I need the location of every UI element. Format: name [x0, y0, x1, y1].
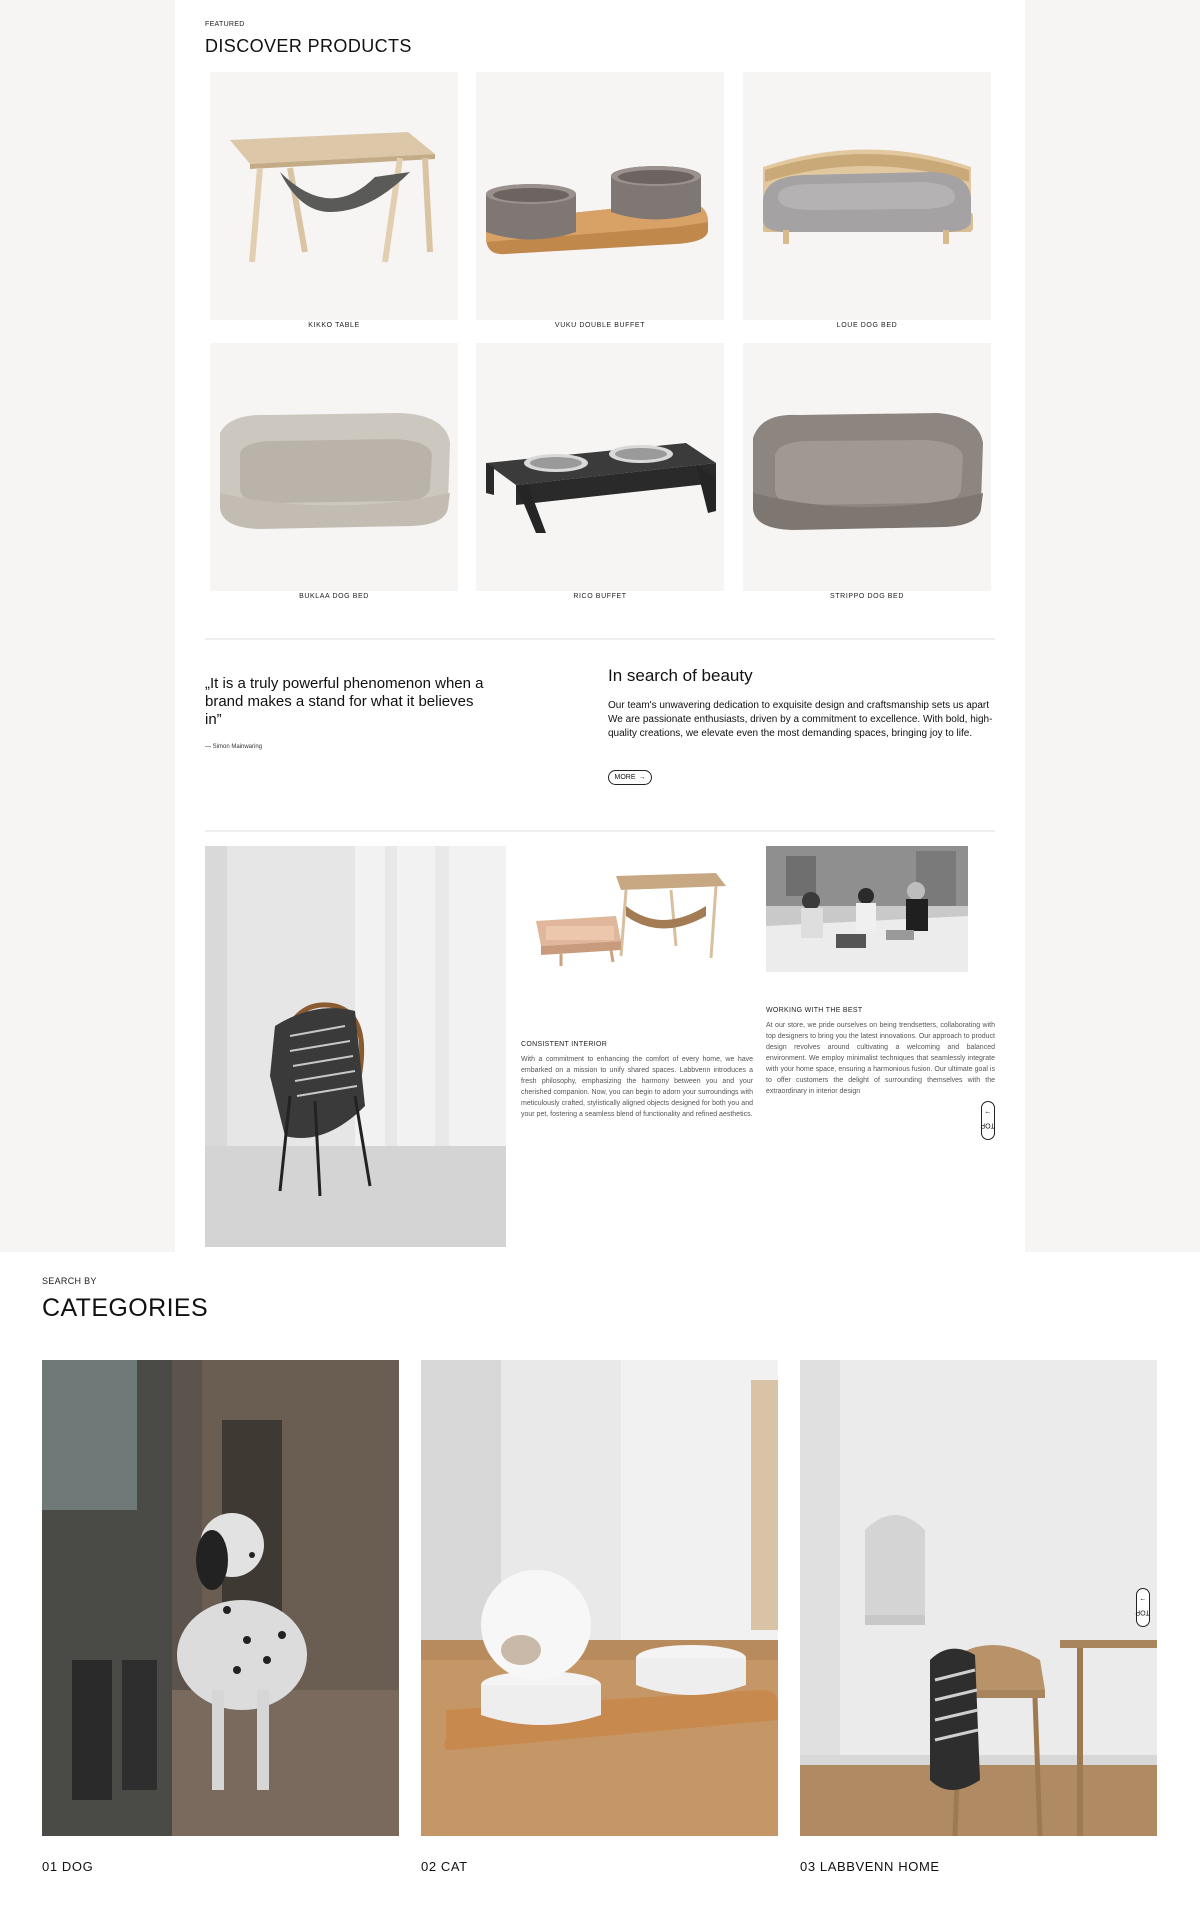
product-name[interactable]: VUKU DOUBLE BUFFET — [554, 322, 646, 329]
section-divider — [205, 638, 995, 640]
consistent-interior-text: With a commitment to enhancing the comfort of every home, we have embarked on a mission to unify shared spaces. Labbvenn introduces a fresh philosophy, emphasizing the harmony between you and your cherished companion. Now, you can begin to adorn your surroundings with meticulously crafted, stylistically aligned objects designed for both you and your pet, fostering a seamless blend of functionality and refined aesthetics. — [521, 1056, 753, 1118]
arrow-up-icon: → — [1139, 1595, 1147, 1603]
category-image-dog[interactable] — [42, 1360, 399, 1836]
category-label-dog[interactable]: 01 DOG — [42, 1859, 94, 1874]
back-to-top-button[interactable] — [1136, 1588, 1150, 1627]
categories-eyebrow: SEARCH BY — [42, 1276, 97, 1286]
featured-section — [175, 0, 1025, 1252]
categories-title: CATEGORIES — [42, 1294, 209, 1322]
in-search-of-beauty-title: In search of beauty — [608, 666, 753, 685]
arrow-up-icon: → — [984, 1108, 992, 1116]
product-image-vuku-double-buffet[interactable] — [476, 72, 724, 320]
interior-chair-photo — [205, 846, 506, 1247]
consistent-interior-title: CONSISTENT INTERIOR — [521, 1041, 608, 1048]
table-and-bed-photo — [521, 846, 731, 991]
product-name[interactable]: LOUE DOG BED — [836, 322, 898, 329]
working-with-the-best-text: At our store, we pride ourselves on being trendsetters, collaborating with top designers to bring you the latest innovations. Our approach to product design revolves around cultivating a welcoming and balanced environment. We employ minimalist techniques that seamlessly integrate with your home space, ensuring a harmonious fusion. Our ultimate goal is to offer customers the delight of surrounding themselves with the extraordinary in interior design — [766, 1022, 995, 1095]
product-name[interactable]: KIKKO TABLE — [308, 322, 360, 329]
section-divider — [205, 830, 995, 832]
team-working-photo — [766, 846, 968, 972]
category-label-cat[interactable]: 02 CAT — [421, 1859, 468, 1874]
top-label: TOP — [1135, 1608, 1151, 1616]
product-image-rico-buffet[interactable] — [476, 343, 724, 591]
product-image-loue-dog-bed[interactable] — [743, 72, 991, 320]
working-with-the-best-title: WORKING WITH THE BEST — [766, 1007, 863, 1014]
quote-author: — Simon Mainwaring — [205, 744, 263, 750]
category-image-labbvenn-home[interactable] — [800, 1360, 1157, 1836]
category-label-labbvenn-home[interactable]: 03 LABBVENN HOME — [800, 1859, 940, 1874]
categories-section — [0, 1252, 1200, 1914]
product-image-kikko-table[interactable] — [210, 72, 458, 320]
arrow-right-icon: → — [638, 774, 646, 781]
product-name[interactable]: BUKLAA DOG BED — [299, 593, 369, 600]
category-image-cat[interactable] — [421, 1360, 778, 1836]
top-label: TOP — [980, 1121, 996, 1129]
back-to-top-button[interactable] — [981, 1101, 995, 1140]
more-button[interactable] — [608, 770, 652, 785]
in-search-of-beauty-text: Our team's unwavering dedication to exquisite design and craftsmanship sets us apart We are passionate enthusiasts, driven by a commitment to excellence. With bold, high-quality creations, we elevate even the most demanding spaces, bringing joy to life. — [608, 700, 993, 739]
discover-products-title: DISCOVER PRODUCTS — [205, 36, 412, 56]
product-image-buklaa-dog-bed[interactable] — [210, 343, 458, 591]
more-button-label: MORE — [614, 774, 636, 781]
brand-quote: „It is a truly powerful phenomenon when a brand makes a stand for what it believes in” — [205, 675, 484, 728]
product-image-strippo-dog-bed[interactable] — [743, 343, 991, 591]
featured-eyebrow: FEATURED — [205, 21, 245, 28]
product-name[interactable]: STRIPPO DOG BED — [830, 593, 904, 600]
product-name[interactable]: RICO BUFFET — [573, 593, 627, 600]
